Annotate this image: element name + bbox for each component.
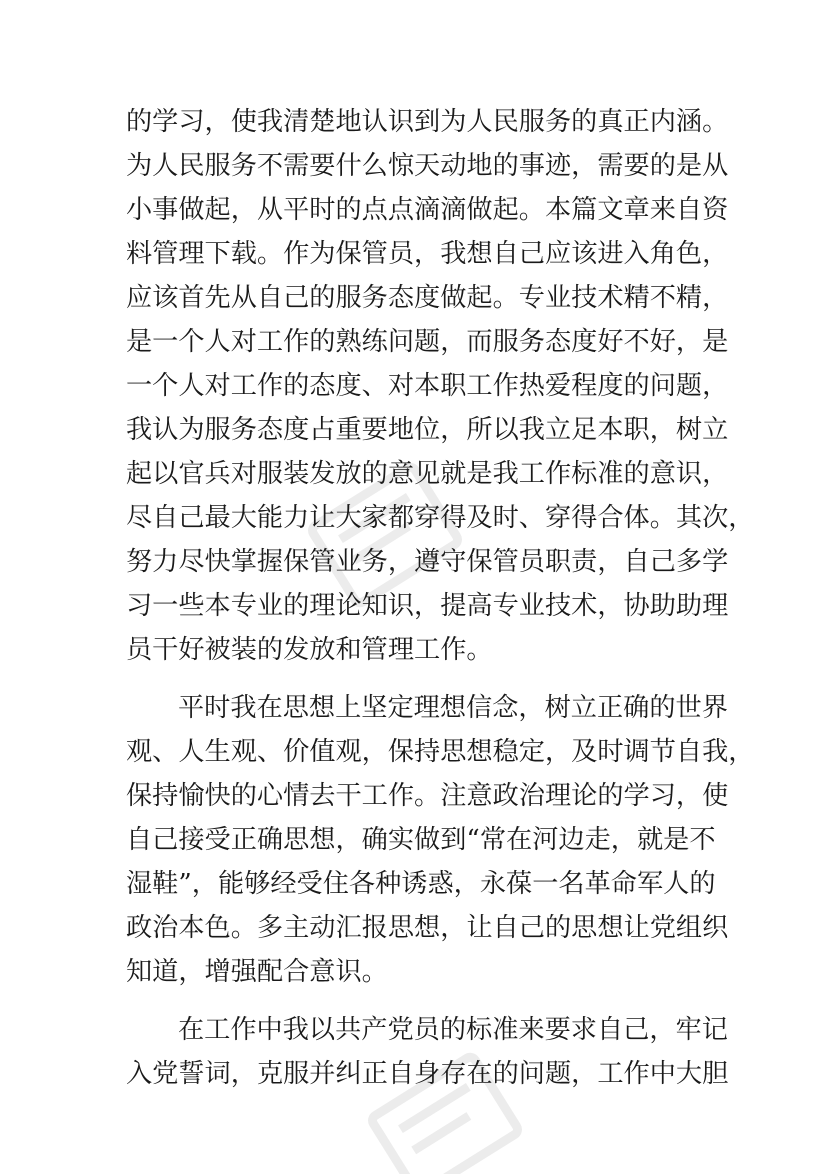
text-line: 努力尽快掌握保管业务，遵守保管员职责，自己多学 <box>126 547 729 577</box>
text-line: 员干好被装的发放和管理工作。 <box>126 635 493 665</box>
body-text <box>126 100 755 1096</box>
text-line: 应该首先从自己的服务态度做起。专业技术精不精， <box>126 283 729 313</box>
text-line: 为人民服务不需要什么惊天动地的事迹，需要的是从 <box>126 151 729 181</box>
text-line: 平时我在思想上坚定理想信念，树立正确的世界 <box>178 693 728 723</box>
text-line: 自己接受正确思想，确实做到“常在河边走，就是不 <box>126 825 716 855</box>
text-line: 小事做起，从平时的点点滴滴做起。本篇文章来自资 <box>126 195 729 225</box>
paragraph-3 <box>126 1008 729 1096</box>
text-line: 政治本色。多主动汇报思想，让自己的思想让党组织 <box>126 913 729 943</box>
paragraph-2 <box>126 686 755 994</box>
text-line: 在工作中我以共产党员的标准来要求自己，牢记 <box>178 1015 728 1045</box>
paragraph-1 <box>126 100 755 672</box>
text-line: 观、人生观、价值观，保持思想稳定，及时调节自我， <box>126 737 755 767</box>
text-line: 湿鞋”，能够经受住各种诱惑，永葆一名革命军人的 <box>126 869 716 899</box>
text-line: 起以官兵对服装发放的意见就是我工作标准的意识， <box>126 459 729 489</box>
text-line: 我认为服务态度占重要地位，所以我立足本职，树立 <box>126 415 729 445</box>
text-line: 是一个人对工作的熟练问题，而服务态度好不好，是 <box>126 327 729 357</box>
text-line: 料管理下载。作为保管员，我想自己应该进入角色， <box>126 239 729 269</box>
text-line: 尽自己最大能力让大家都穿得及时、穿得合体。其次， <box>126 503 755 533</box>
text-line: 知道，增强配合意识。 <box>126 957 388 987</box>
text-line: 入党誓词，克服并纠正自身存在的问题，工作中大胆 <box>126 1059 729 1089</box>
text-line: 一个人对工作的态度、对本职工作热爱程度的问题， <box>126 371 729 401</box>
text-line: 保持愉快的心情去干工作。注意政治理论的学习，使 <box>126 781 729 811</box>
paragraph-spacer <box>126 672 706 686</box>
text-line: 习一些本专业的理论知识，提高专业技术，协助助理 <box>126 591 729 621</box>
paragraph-spacer <box>126 994 706 1008</box>
text-line: 的学习，使我清楚地认识到为人民服务的真正内涵。 <box>126 107 729 137</box>
